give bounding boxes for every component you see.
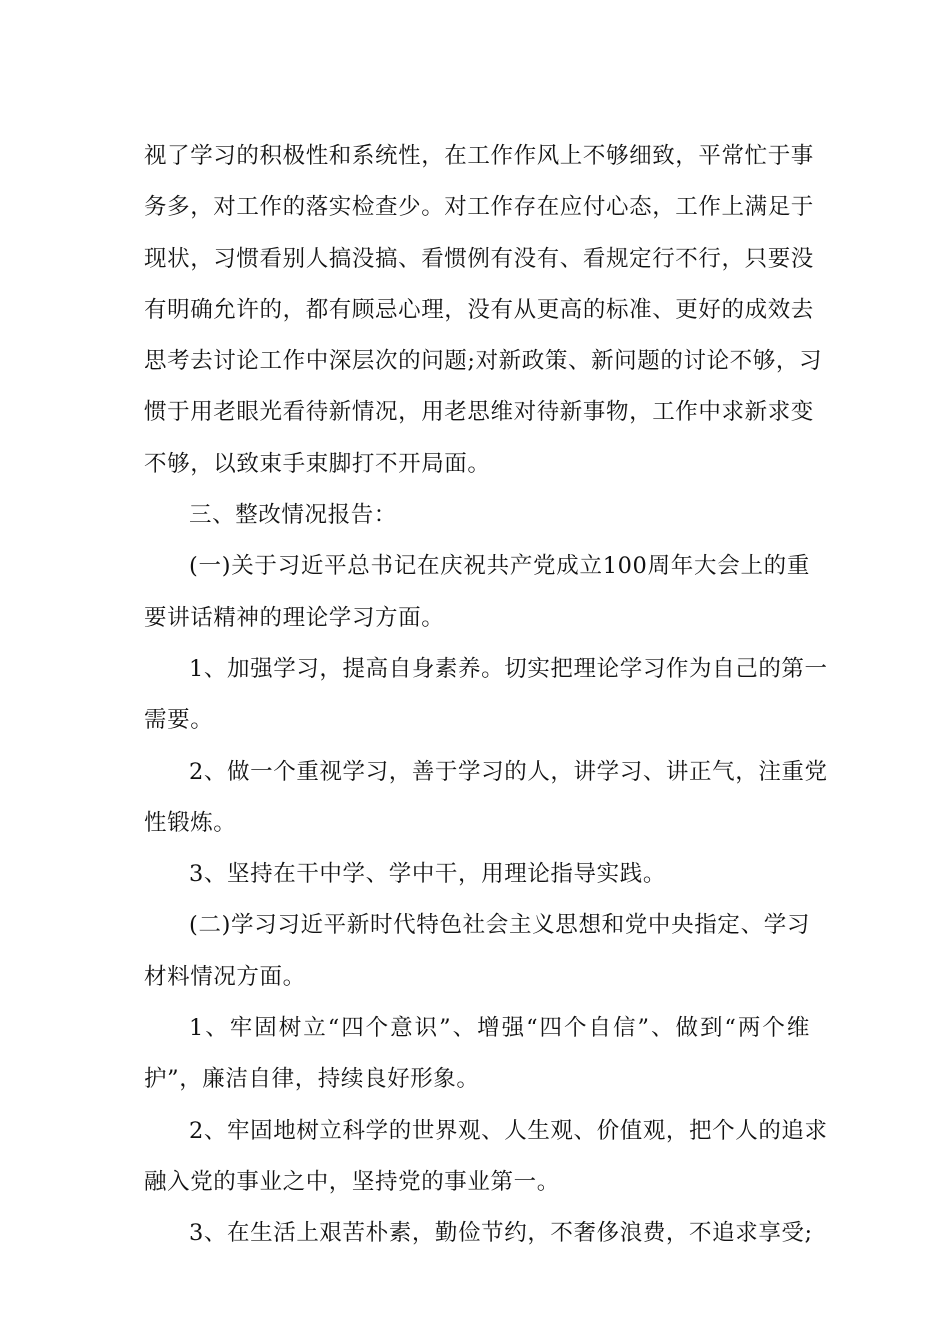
- text-line: 性锻炼。: [144, 809, 237, 836]
- list-item: [144, 1106, 828, 1209]
- text-line: 2、牢固地树立科学的世界观、人生观、价值观，把个人的追求: [189, 1117, 828, 1144]
- text-line: 护”，廉洁自律，持续良好形象。: [144, 1066, 480, 1093]
- text-line: 融入党的事业之中，坚持党的事业第一。: [144, 1168, 560, 1195]
- text-line: 三、整改情况报告：: [189, 502, 397, 529]
- document-body: [144, 131, 828, 1260]
- list-item: [144, 1003, 810, 1106]
- text-line: 不够，以致束手束脚打不开局面。: [144, 450, 491, 477]
- text-line: 有明确允许的，都有顾忌心理，没有从更高的标准、更好的成效去: [144, 296, 814, 323]
- list-item: [144, 644, 828, 747]
- text-line: (一)关于习近平总书记在庆祝共产党成立100周年大会上的重: [189, 553, 810, 580]
- text-line: 思考去讨论工作中深层次的问题;对新政策、新问题的讨论不够，习: [144, 348, 823, 375]
- list-item: [144, 849, 810, 900]
- subsection-heading-2: [144, 900, 810, 1003]
- text-line: 1、加强学习，提高自身素养。切实把理论学习作为自己的第一: [189, 655, 828, 682]
- text-line: 务多，对工作的落实检查少。对工作存在应付心态，工作上满足于: [144, 194, 814, 221]
- text-line: 要讲话精神的理论学习方面。: [144, 604, 445, 631]
- text-line: 材料情况方面。: [144, 963, 306, 990]
- list-item: [144, 1208, 813, 1259]
- section-heading: [144, 490, 810, 541]
- text-line: 惯于用老眼光看待新情况，用老思维对待新事物，工作中求新求变: [144, 399, 814, 426]
- text-line: 3、坚持在干中学、学中干，用理论指导实践。: [189, 861, 666, 888]
- subsection-heading-1: [144, 541, 810, 644]
- text-line: 现状，习惯看别人搞没搞、看惯例有没有、看规定行不行，只要没: [144, 245, 814, 272]
- text-line: (二)学习习近平新时代特色社会主义思想和党中央指定、学习: [189, 912, 810, 939]
- paragraph-1: [144, 131, 823, 490]
- text-line: 3、在生活上艰苦朴素，勤俭节约，不奢侈浪费，不追求享受;: [189, 1220, 813, 1247]
- list-item: [144, 747, 828, 850]
- text-line: 2、做一个重视学习，善于学习的人，讲学习、讲正气，注重党: [189, 758, 828, 785]
- text-line: 视了学习的积极性和系统性，在工作作风上不够细致，平常忙于事: [144, 143, 814, 169]
- text-line: 需要。: [144, 707, 214, 734]
- text-line: 1、牢固树立“四个意识”、增强“四个自信”、做到“两个维: [189, 1015, 810, 1042]
